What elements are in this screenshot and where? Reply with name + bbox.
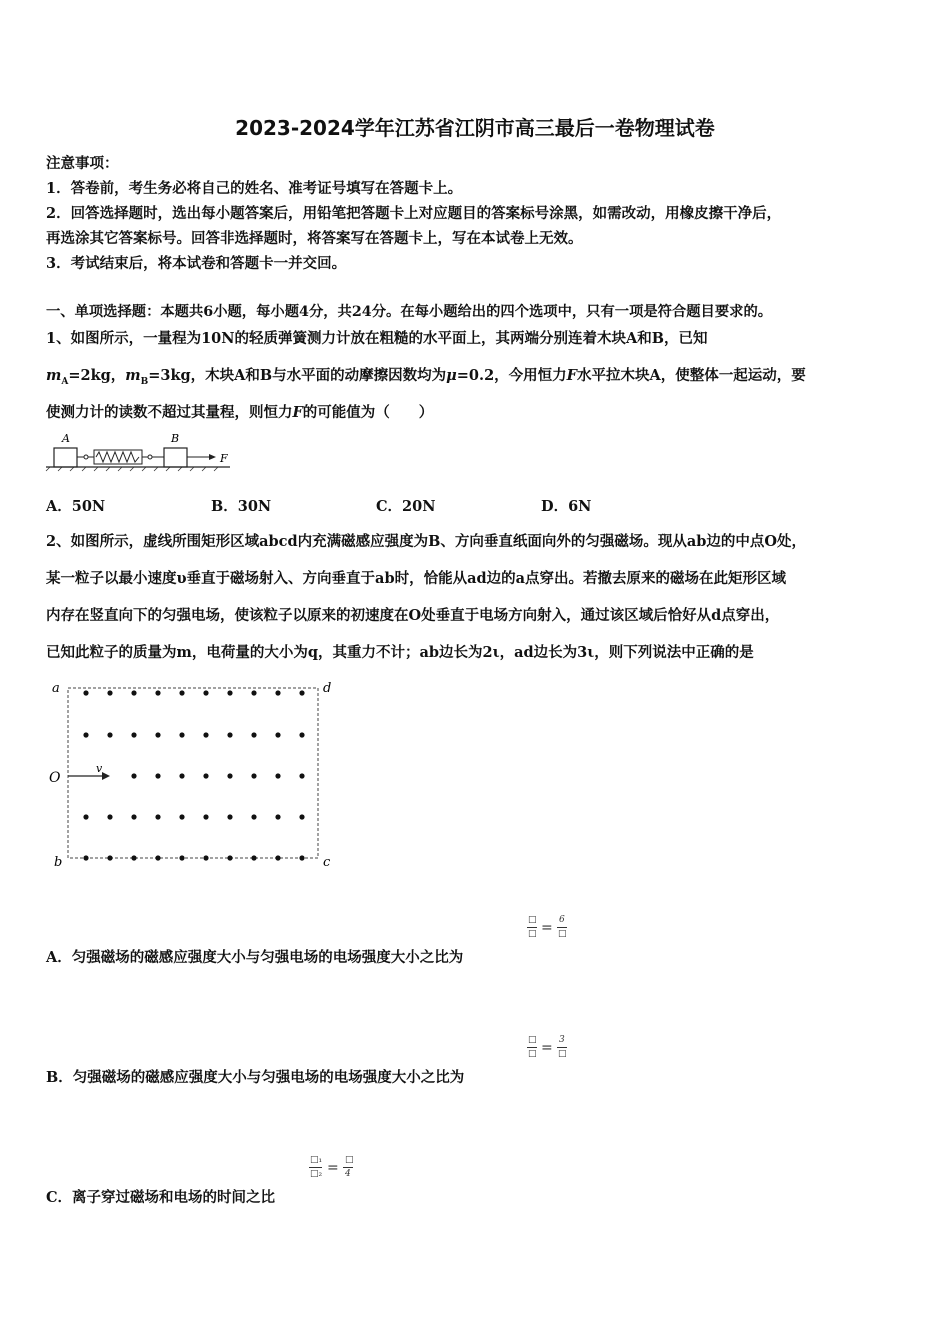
- field-dot: [131, 690, 136, 695]
- option-a-fraction: [526, 914, 570, 946]
- notice-item: 再选涂其它答案标号。回答非选择题时，将答案写在答题卡上，写在本试卷上无效。: [46, 230, 583, 247]
- field-dot: [155, 855, 160, 860]
- field-dot: [83, 814, 88, 819]
- corner-c-label: c: [323, 855, 331, 870]
- mass-b-symbol: m: [125, 367, 141, 384]
- force-label: F: [220, 452, 228, 465]
- field-dot: [251, 690, 256, 695]
- spring-scale-figure: [44, 428, 244, 472]
- field-dot: [203, 814, 208, 819]
- fraction-numerator: □: [528, 1035, 537, 1045]
- field-dot: [107, 855, 112, 860]
- q1-option-b[interactable]: B．30N: [211, 498, 272, 515]
- corner-d-label: d: [323, 681, 332, 696]
- equals-sign: =: [327, 1160, 339, 1176]
- corner-a-label: a: [52, 681, 60, 696]
- mass-b-subscript: B: [140, 376, 149, 387]
- fraction-denominator: □₂: [310, 1169, 323, 1179]
- mass-a-value: =2kg，: [68, 367, 126, 384]
- q1-option-a[interactable]: A．50N: [46, 498, 106, 515]
- block-a-label: A: [62, 432, 70, 445]
- field-dots: [83, 690, 304, 860]
- q1-line1: 1、如图所示，一量程为10N的轻质弹簧测力计放在粗糙的水平面上，其两端分别连着木块A和B，已知: [46, 330, 708, 347]
- spring-coil: [96, 452, 139, 462]
- field-dot: [83, 690, 88, 695]
- velocity-label: v: [96, 762, 103, 775]
- q1-line3-b: 的可能值为（ ）: [302, 404, 434, 421]
- field-dot: [131, 814, 136, 819]
- field-dot: [107, 814, 112, 819]
- hook-left: [84, 455, 88, 459]
- option-b-fraction: [526, 1034, 570, 1066]
- field-dot: [179, 732, 184, 737]
- field-dot: [227, 732, 232, 737]
- q2-line: 2、如图所示，虚线所围矩形区域abcd内充满磁感应强度为B、方向垂直纸面向外的匀强磁场。现从ab边的中点O处，: [46, 533, 807, 550]
- q2-line: 已知此粒子的质量为m，电荷量的大小为q，其重力不计；ab边长为2ι，ad边长为3ι，则下列说法中正确的是: [46, 644, 754, 661]
- field-dot: [275, 690, 280, 695]
- q1-line3: [46, 401, 433, 422]
- field-dot: [299, 732, 304, 737]
- point-o-label: O: [49, 770, 61, 786]
- notice-heading: 注意事项：: [46, 155, 119, 172]
- q1-option-d[interactable]: D．6N: [541, 498, 592, 515]
- hook-right: [148, 455, 152, 459]
- mass-a-symbol: m: [46, 367, 62, 384]
- mass-a-subscript: A: [61, 376, 69, 387]
- section-heading: 一、单项选择题：本题共6小题，每小题4分，共24分。在每小题给出的四个选项中，只有一项是符合题目要求的。: [46, 304, 773, 320]
- field-dot: [299, 773, 304, 778]
- field-dot: [227, 814, 232, 819]
- mu-symbol: μ: [446, 367, 457, 384]
- q2-option-a[interactable]: A．匀强磁场的磁感应强度大小与匀强电场的电场强度大小之比为: [46, 949, 464, 966]
- option-c-fraction: [309, 1154, 359, 1186]
- field-dot: [83, 732, 88, 737]
- q2-line: 内存在竖直向下的匀强电场，使该粒子以原来的初速度在O处垂直于电场方向射入，通过该区域后恰好从d点穿出，: [46, 607, 780, 624]
- notice-item: 1．答卷前，考生务必将自己的姓名、准考证号填写在答题卡上。: [46, 180, 463, 197]
- fraction-denominator: □: [528, 929, 537, 939]
- q2-line: 某一粒子以最小速度υ垂直于磁场射入、方向垂直于ab时，恰能从ad边的a点穿出。若撤去原来的磁场在此矩形区域: [46, 570, 787, 587]
- block-b: [164, 448, 187, 467]
- field-dot: [251, 732, 256, 737]
- equals-sign: =: [541, 1040, 553, 1056]
- q2-option-b[interactable]: B．匀强磁场的磁感应强度大小与匀强电场的电场强度大小之比为: [46, 1069, 465, 1086]
- field-dot: [107, 732, 112, 737]
- notice-item: 2．回答选择题时，选出每小题答案后，用铅笔把答题卡上对应题目的答案标号涂黑，如需改动，用橡皮擦干净后，: [46, 205, 782, 222]
- field-dot: [131, 732, 136, 737]
- block-b-label: B: [171, 432, 180, 445]
- mass-b-value: =3kg，木块A和B与水平面的动摩擦因数均为: [148, 367, 447, 384]
- field-dot: [251, 773, 256, 778]
- q1-option-c[interactable]: C．20N: [376, 498, 436, 515]
- fraction-denominator: □: [558, 929, 567, 939]
- field-dot: [299, 855, 304, 860]
- field-dot: [155, 732, 160, 737]
- mu-value: =0.2，今用恒力: [456, 367, 567, 384]
- fraction-numerator: 6: [559, 915, 565, 925]
- notice-item: 3．考试结束后，将本试卷和答题卡一并交回。: [46, 255, 347, 272]
- field-dot: [179, 855, 184, 860]
- field-dot: [227, 773, 232, 778]
- field-dot: [83, 855, 88, 860]
- page-title: 2023-2024学年江苏省江阴市高三最后一卷物理试卷: [235, 116, 715, 140]
- field-dot: [179, 690, 184, 695]
- fraction-numerator: □₁: [310, 1155, 323, 1165]
- field-dot: [131, 855, 136, 860]
- q1-line3-a: 使测力计的读数不超过其量程，则恒力: [46, 404, 293, 421]
- fraction-denominator: 4: [345, 1169, 351, 1179]
- field-dot: [227, 690, 232, 695]
- field-dot: [203, 855, 208, 860]
- field-dot: [155, 773, 160, 778]
- field-dot: [155, 814, 160, 819]
- field-dot: [275, 814, 280, 819]
- corner-b-label: b: [54, 855, 63, 870]
- field-dot: [179, 773, 184, 778]
- field-dot: [203, 690, 208, 695]
- field-dot: [299, 690, 304, 695]
- q2-option-c[interactable]: C．离子穿过磁场和电场的时间之比: [46, 1189, 276, 1206]
- equals-sign: =: [541, 920, 553, 936]
- field-dot: [179, 814, 184, 819]
- field-dot: [203, 773, 208, 778]
- fraction-numerator: □: [345, 1155, 354, 1165]
- field-dot: [251, 855, 256, 860]
- q1-line2: [46, 364, 806, 387]
- block-a: [54, 448, 77, 467]
- field-dot: [227, 855, 232, 860]
- field-dot: [275, 855, 280, 860]
- force-symbol: F: [292, 404, 303, 421]
- fraction-denominator: □: [528, 1049, 537, 1059]
- field-dot: [107, 690, 112, 695]
- q1-line2-tail: 水平拉木块A，使整体一起运动，要: [576, 367, 806, 384]
- field-dot: [251, 814, 256, 819]
- field-dot: [131, 773, 136, 778]
- fraction-numerator: 3: [559, 1035, 565, 1045]
- field-dot: [203, 732, 208, 737]
- magnetic-field-figure: [46, 674, 346, 874]
- fraction-numerator: □: [528, 915, 537, 925]
- field-dot: [275, 732, 280, 737]
- field-region: [68, 688, 318, 858]
- field-dot: [155, 690, 160, 695]
- field-dot: [275, 773, 280, 778]
- field-dot: [299, 814, 304, 819]
- force-symbol: F: [566, 367, 577, 384]
- ground-hatch: [46, 467, 218, 471]
- fraction-denominator: □: [558, 1049, 567, 1059]
